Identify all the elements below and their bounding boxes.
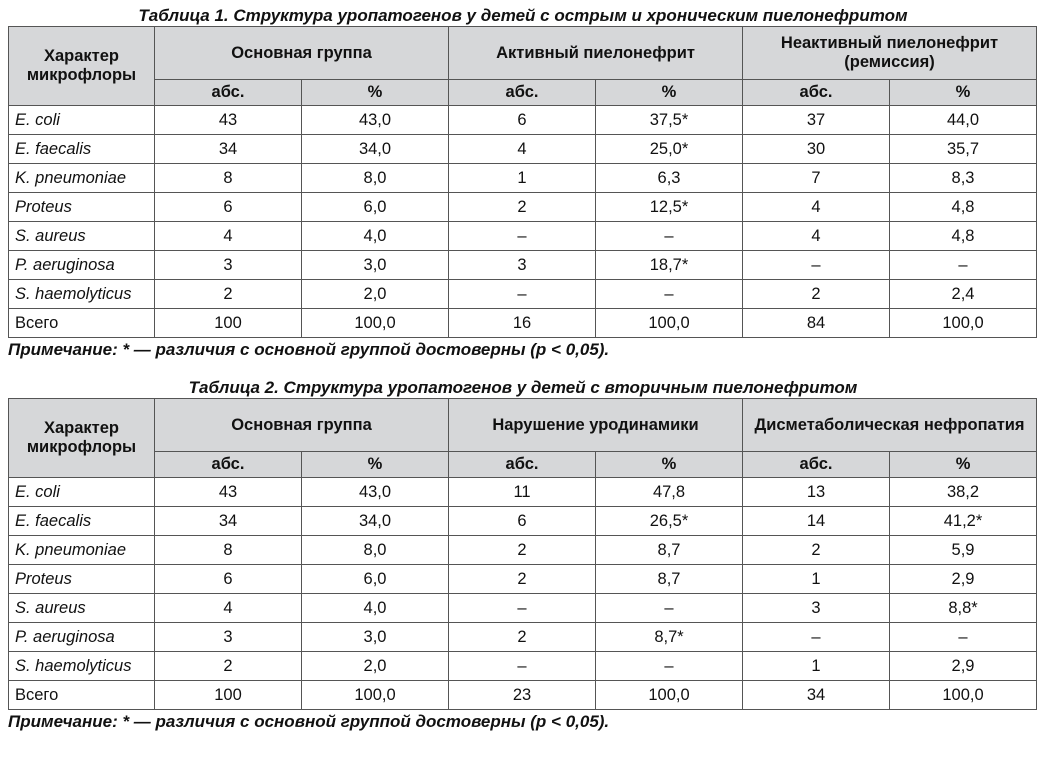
row-label: K. pneumoniae — [9, 164, 155, 193]
subheader-abs: абс. — [449, 80, 596, 106]
row-label: E. faecalis — [9, 135, 155, 164]
cell: 2 — [155, 280, 302, 309]
subheader-abs: абс. — [155, 80, 302, 106]
header-group-main: Основная группа — [155, 27, 449, 80]
table-row — [9, 106, 1037, 135]
cell: 2,9 — [890, 652, 1037, 681]
cell: 100,0 — [596, 309, 743, 338]
row-label: E. coli — [9, 478, 155, 507]
cell: 37 — [743, 106, 890, 135]
cell: 5,9 — [890, 536, 1037, 565]
table-row — [9, 507, 1037, 536]
table-row — [9, 251, 1037, 280]
table-1 — [8, 26, 1037, 338]
table-row — [9, 623, 1037, 652]
cell: 8 — [155, 536, 302, 565]
cell: 30 — [743, 135, 890, 164]
table-1-caption: Таблица 1. Структура уропатогенов у детей с острым и хроническим пиелонефритом — [138, 6, 908, 25]
cell: 6 — [449, 507, 596, 536]
subheader-abs: абс. — [449, 452, 596, 478]
cell: 3 — [449, 251, 596, 280]
subheader-abs: абс. — [743, 452, 890, 478]
subheader-pct: % — [596, 80, 743, 106]
cell: 8,7 — [596, 536, 743, 565]
subheader-pct: % — [890, 452, 1037, 478]
cell: 100,0 — [890, 309, 1037, 338]
table-row — [9, 565, 1037, 594]
cell: 38,2 — [890, 478, 1037, 507]
cell: 16 — [449, 309, 596, 338]
table-row — [9, 478, 1037, 507]
cell: 26,5* — [596, 507, 743, 536]
row-label: E. faecalis — [9, 507, 155, 536]
cell: 8,7* — [596, 623, 743, 652]
cell: 6 — [155, 565, 302, 594]
cell: 37,5* — [596, 106, 743, 135]
cell: 1 — [743, 565, 890, 594]
subheader-pct: % — [890, 80, 1037, 106]
cell: – — [449, 652, 596, 681]
spacer — [0, 362, 1046, 378]
cell: 4 — [155, 222, 302, 251]
cell: 2,0 — [302, 280, 449, 309]
table-row — [9, 135, 1037, 164]
cell: 34 — [155, 507, 302, 536]
cell: – — [449, 594, 596, 623]
cell: 25,0* — [596, 135, 743, 164]
cell: 100,0 — [596, 681, 743, 710]
cell: 2 — [155, 652, 302, 681]
cell: 8,0 — [302, 164, 449, 193]
subheader-abs: абс. — [155, 452, 302, 478]
cell: 2,9 — [890, 565, 1037, 594]
subheader-abs: абс. — [743, 80, 890, 106]
subheader-pct: % — [302, 452, 449, 478]
cell: 12,5* — [596, 193, 743, 222]
cell: 14 — [743, 507, 890, 536]
subheader-pct: % — [596, 452, 743, 478]
cell: 4,8 — [890, 193, 1037, 222]
cell: 34 — [743, 681, 890, 710]
cell: 3 — [155, 623, 302, 652]
cell: 7 — [743, 164, 890, 193]
cell: 44,0 — [890, 106, 1037, 135]
cell: – — [890, 623, 1037, 652]
header-group-urodynamics: Нарушение уродинамики — [449, 399, 743, 452]
subheader-pct: % — [302, 80, 449, 106]
cell: 34,0 — [302, 135, 449, 164]
cell: 84 — [743, 309, 890, 338]
cell: 43 — [155, 106, 302, 135]
header-group-active: Активный пиелонефрит — [449, 27, 743, 80]
cell: 34 — [155, 135, 302, 164]
cell: 2 — [743, 280, 890, 309]
cell: 8,8* — [890, 594, 1037, 623]
cell: 34,0 — [302, 507, 449, 536]
cell: 13 — [743, 478, 890, 507]
table-row — [9, 652, 1037, 681]
cell: 2,0 — [302, 652, 449, 681]
cell: 8,0 — [302, 536, 449, 565]
cell: 3 — [155, 251, 302, 280]
header-group-inactive: Неактивный пиелонефрит (ремиссия) — [743, 27, 1037, 80]
cell: 3 — [743, 594, 890, 623]
cell: 4 — [743, 222, 890, 251]
cell: 2 — [449, 536, 596, 565]
cell: 1 — [743, 652, 890, 681]
cell: 1 — [449, 164, 596, 193]
row-label: Proteus — [9, 193, 155, 222]
table-row-total — [9, 681, 1037, 710]
cell: 18,7* — [596, 251, 743, 280]
row-label: K. pneumoniae — [9, 536, 155, 565]
cell: 100 — [155, 309, 302, 338]
header-microflora: Характер микрофлоры — [9, 27, 155, 106]
cell: – — [743, 623, 890, 652]
row-label: S. aureus — [9, 594, 155, 623]
cell: 11 — [449, 478, 596, 507]
table-2 — [8, 398, 1037, 710]
row-label: P. aeruginosa — [9, 251, 155, 280]
cell: – — [890, 251, 1037, 280]
cell: 100,0 — [890, 681, 1037, 710]
table-row — [9, 536, 1037, 565]
row-label: S. aureus — [9, 222, 155, 251]
cell: – — [743, 251, 890, 280]
cell: 47,8 — [596, 478, 743, 507]
cell: 41,2* — [890, 507, 1037, 536]
cell: 35,7 — [890, 135, 1037, 164]
cell: 4 — [449, 135, 596, 164]
cell: 6,0 — [302, 565, 449, 594]
cell: 3,0 — [302, 623, 449, 652]
cell: 100,0 — [302, 309, 449, 338]
cell: 6 — [155, 193, 302, 222]
cell: 100 — [155, 681, 302, 710]
cell: 4 — [743, 193, 890, 222]
cell: 4,0 — [302, 222, 449, 251]
row-label: S. haemolyticus — [9, 652, 155, 681]
cell: – — [596, 280, 743, 309]
header-microflora: Характер микрофлоры — [9, 399, 155, 478]
row-label: Proteus — [9, 565, 155, 594]
table-row-total — [9, 309, 1037, 338]
cell: 43,0 — [302, 478, 449, 507]
cell: 2,4 — [890, 280, 1037, 309]
cell: – — [596, 594, 743, 623]
cell: 8,3 — [890, 164, 1037, 193]
table-2-note: Примечание: * — различия с основной группой достоверны (р < 0,05). — [8, 712, 610, 731]
cell: – — [596, 652, 743, 681]
cell: 2 — [449, 623, 596, 652]
cell: 8 — [155, 164, 302, 193]
table-row — [9, 164, 1037, 193]
cell: 4,0 — [302, 594, 449, 623]
row-label: Всего — [9, 309, 155, 338]
row-label: E. coli — [9, 106, 155, 135]
cell: 6,0 — [302, 193, 449, 222]
cell: 8,7 — [596, 565, 743, 594]
cell: 43 — [155, 478, 302, 507]
table-row — [9, 222, 1037, 251]
cell: 6,3 — [596, 164, 743, 193]
row-label: S. haemolyticus — [9, 280, 155, 309]
cell: – — [449, 222, 596, 251]
cell: 43,0 — [302, 106, 449, 135]
cell: 4,8 — [890, 222, 1037, 251]
cell: 2 — [449, 565, 596, 594]
header-group-main: Основная группа — [155, 399, 449, 452]
cell: 23 — [449, 681, 596, 710]
row-label: Всего — [9, 681, 155, 710]
cell: 3,0 — [302, 251, 449, 280]
cell: – — [449, 280, 596, 309]
table-1-note: Примечание: * — различия с основной группой достоверны (р < 0,05). — [8, 340, 610, 359]
table-row — [9, 280, 1037, 309]
cell: – — [596, 222, 743, 251]
row-label: P. aeruginosa — [9, 623, 155, 652]
cell: 2 — [449, 193, 596, 222]
cell: 2 — [743, 536, 890, 565]
table-row — [9, 193, 1037, 222]
header-group-dysmetabolic: Дисметаболическая нефропатия — [743, 399, 1037, 452]
cell: 100,0 — [302, 681, 449, 710]
cell: 6 — [449, 106, 596, 135]
table-2-caption: Таблица 2. Структура уропатогенов у детей с вторичным пиелонефритом — [188, 378, 858, 397]
table-row — [9, 594, 1037, 623]
cell: 4 — [155, 594, 302, 623]
